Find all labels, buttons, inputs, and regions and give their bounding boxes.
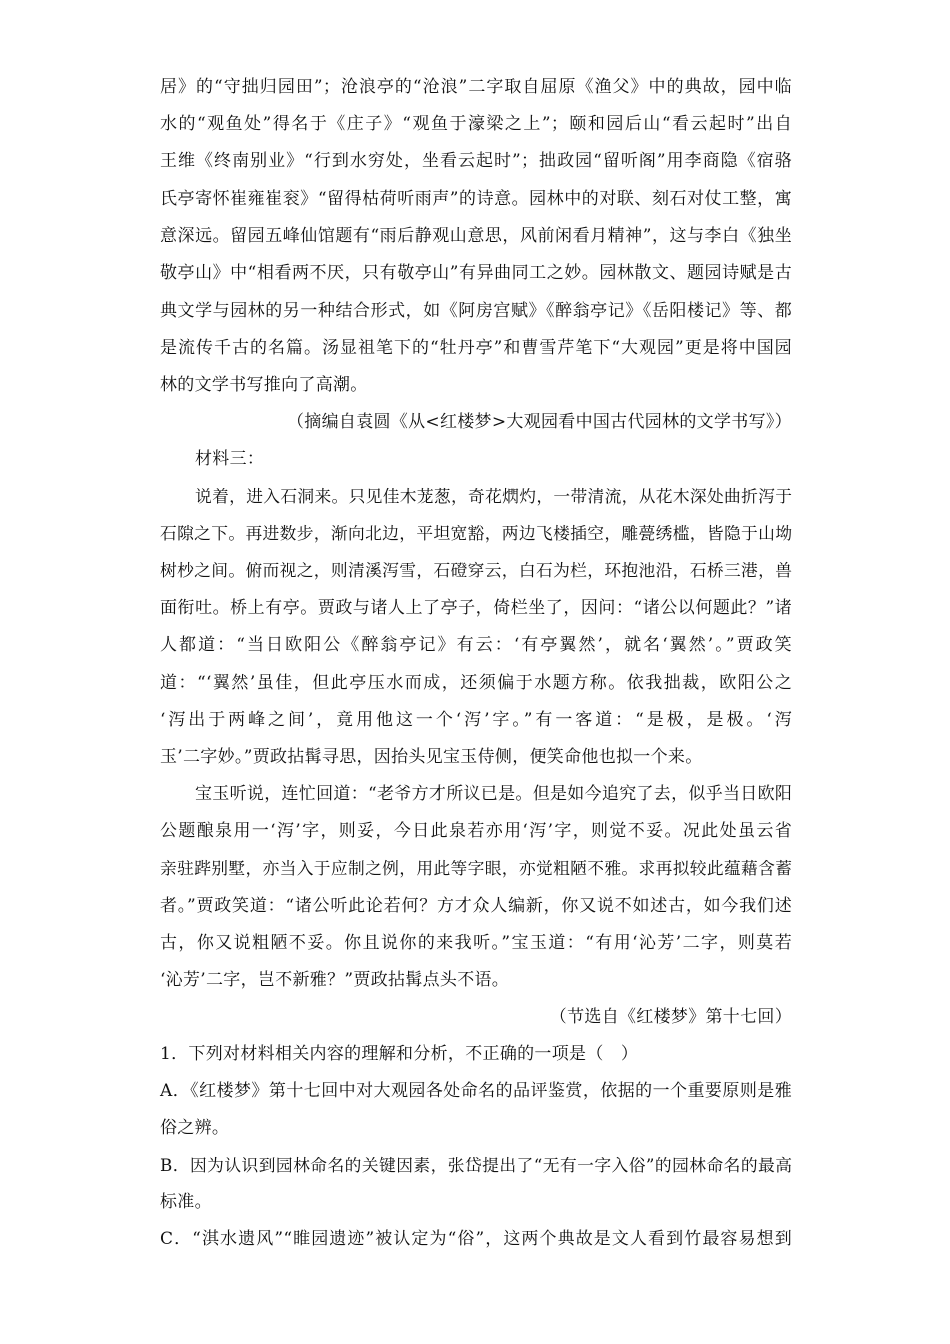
material3-para2-line-5: 古，你又说粗陋不妥。你且说你的来我听。”宝玉道：“有用‘沁芳’二字，则莫若: [160, 933, 792, 953]
material3-source: （节选自《红楼梦》第十七回）: [549, 1007, 792, 1027]
material3-para1-line-8: 玉’二字妙。”贾政拈髯寻思，因抬头见宝玉侍侧，便笑命他也拟一个来。: [160, 747, 703, 767]
material3-heading: 材料三：: [195, 449, 265, 469]
paragraph1-source: （摘编自袁圆《从<红楼梦>大观园看中国古代园林的文学书写》）: [287, 412, 792, 432]
paragraph1-line-8: 是流传千古的名篇。汤显祖笔下的“牡丹亭”和曹雪芹笔下“大观园”更是将中国园: [160, 338, 792, 358]
paragraph1-line-2: 水的“观鱼处”得名于《庄子》“观鱼于濠梁之上”；颐和园后山“看云起时”出自: [160, 114, 792, 134]
paragraph1-line-6: 敬亭山》中“相看两不厌，只有敬亭山”有异曲同工之妙。园林散文、题园诗赋是古: [160, 263, 792, 283]
question1-option-a-line-1: A．《红楼梦》第十七回中对大观园各处命名的品评鉴赏，依据的一个重要原则是雅: [160, 1081, 792, 1101]
material3-para2-line-4: 者。”贾政笑道：“诸公听此论若何？方才众人编新，你又说不如述古，如今我们述: [160, 896, 792, 916]
material3-para2-line-3: 亲驻跸别墅，亦当入于应制之例，用此等字眼，亦觉粗陋不雅。求再拟较此蕴藉含蓄: [160, 858, 792, 878]
question1-option-b-line-2: 标准。: [160, 1192, 212, 1212]
material3-para1-line-3: 树杪之间。俯而视之，则清溪泻雪，石磴穿云，白石为栏，环抱池沿，石桥三港，兽: [160, 560, 792, 580]
material3-para1-line-1: 说着，进入石洞来。只见佳木茏葱，奇花熌灼，一带清流，从花木深处曲折泻于: [195, 486, 792, 506]
material3-para2-line-6: ‘沁芳’二字，岂不新雅？”贾政拈髯点头不语。: [160, 970, 510, 990]
material3-para1-line-2: 石隙之下。再进数步，渐向北边，平坦宽豁，两边飞楼插空，雕甍绣槛，皆隐于山坳: [160, 523, 792, 543]
material3-para2-line-1: 宝玉听说，连忙回道：“老爷方才所议已是。但是如今追究了去，似乎当日欧阳: [195, 784, 793, 804]
paragraph1-line-3: 王维《终南别业》“行到水穷处，坐看云起时”；拙政园“留听阁”用李商隐《宿骆: [160, 151, 792, 171]
question1-option-c-line-1: C．“淇水遗风”“睢园遗迹”被认定为“俗”，这两个典故是文人看到竹最容易想到: [160, 1229, 792, 1249]
material3-para1-line-7: ‘泻出于两峰之间’，竟用他这一个‘泻’字。”有一客道：“是极，是极。‘泻: [160, 710, 792, 730]
material3-para1-line-5: 人都道：“当日欧阳公《醉翁亭记》有云：‘有亭翼然’，就名‘翼然’。”贾政笑: [160, 635, 792, 655]
material3-para2-line-2: 公题酿泉用一‘泻’字，则妥，今日此泉若亦用‘泻’字，则觉不妥。况此处虽云省: [160, 821, 792, 841]
question1-option-b-line-1: B．因为认识到园林命名的关键因素，张岱提出了“无有一字入俗”的园林命名的最高: [160, 1155, 792, 1175]
paragraph1-line-7: 典文学与园林的另一种结合形式，如《阿房宫赋》《醉翁亭记》《岳阳楼记》等、都: [160, 301, 792, 321]
material3-para1-line-6: 道：“‘翼然’虽佳，但此亭压水而成，还须偏于水题方称。依我拙裁，欧阳公之: [160, 673, 792, 693]
paragraph1-line-5: 意深远。留园五峰仙馆题有“雨后静观山意思，风前闲看月精神”，这与李白《独坐: [160, 226, 792, 246]
paragraph1-line-1: 居》的“守拙归园田”；沧浪亭的“沧浪”二字取自屈原《渔父》中的典故，园中临: [160, 77, 792, 97]
material3-para1-line-4: 面衔吐。桥上有亭。贾政与诸人上了亭子，倚栏坐了，因问：“诸公以何题此？”诸: [160, 598, 792, 618]
paragraph1-line-4: 氏亭寄怀崔雍崔衮》“留得枯荷听雨声”的诗意。园林中的对联、刻石对仗工整，寓: [160, 189, 792, 209]
question1-stem: 1．下列对材料相关内容的理解和分析，不正确的一项是（ ）: [160, 1044, 639, 1064]
paragraph1-line-9: 林的文学书写推向了高潮。: [160, 375, 368, 395]
question1-option-a-line-2: 俗之辨。: [160, 1118, 230, 1138]
